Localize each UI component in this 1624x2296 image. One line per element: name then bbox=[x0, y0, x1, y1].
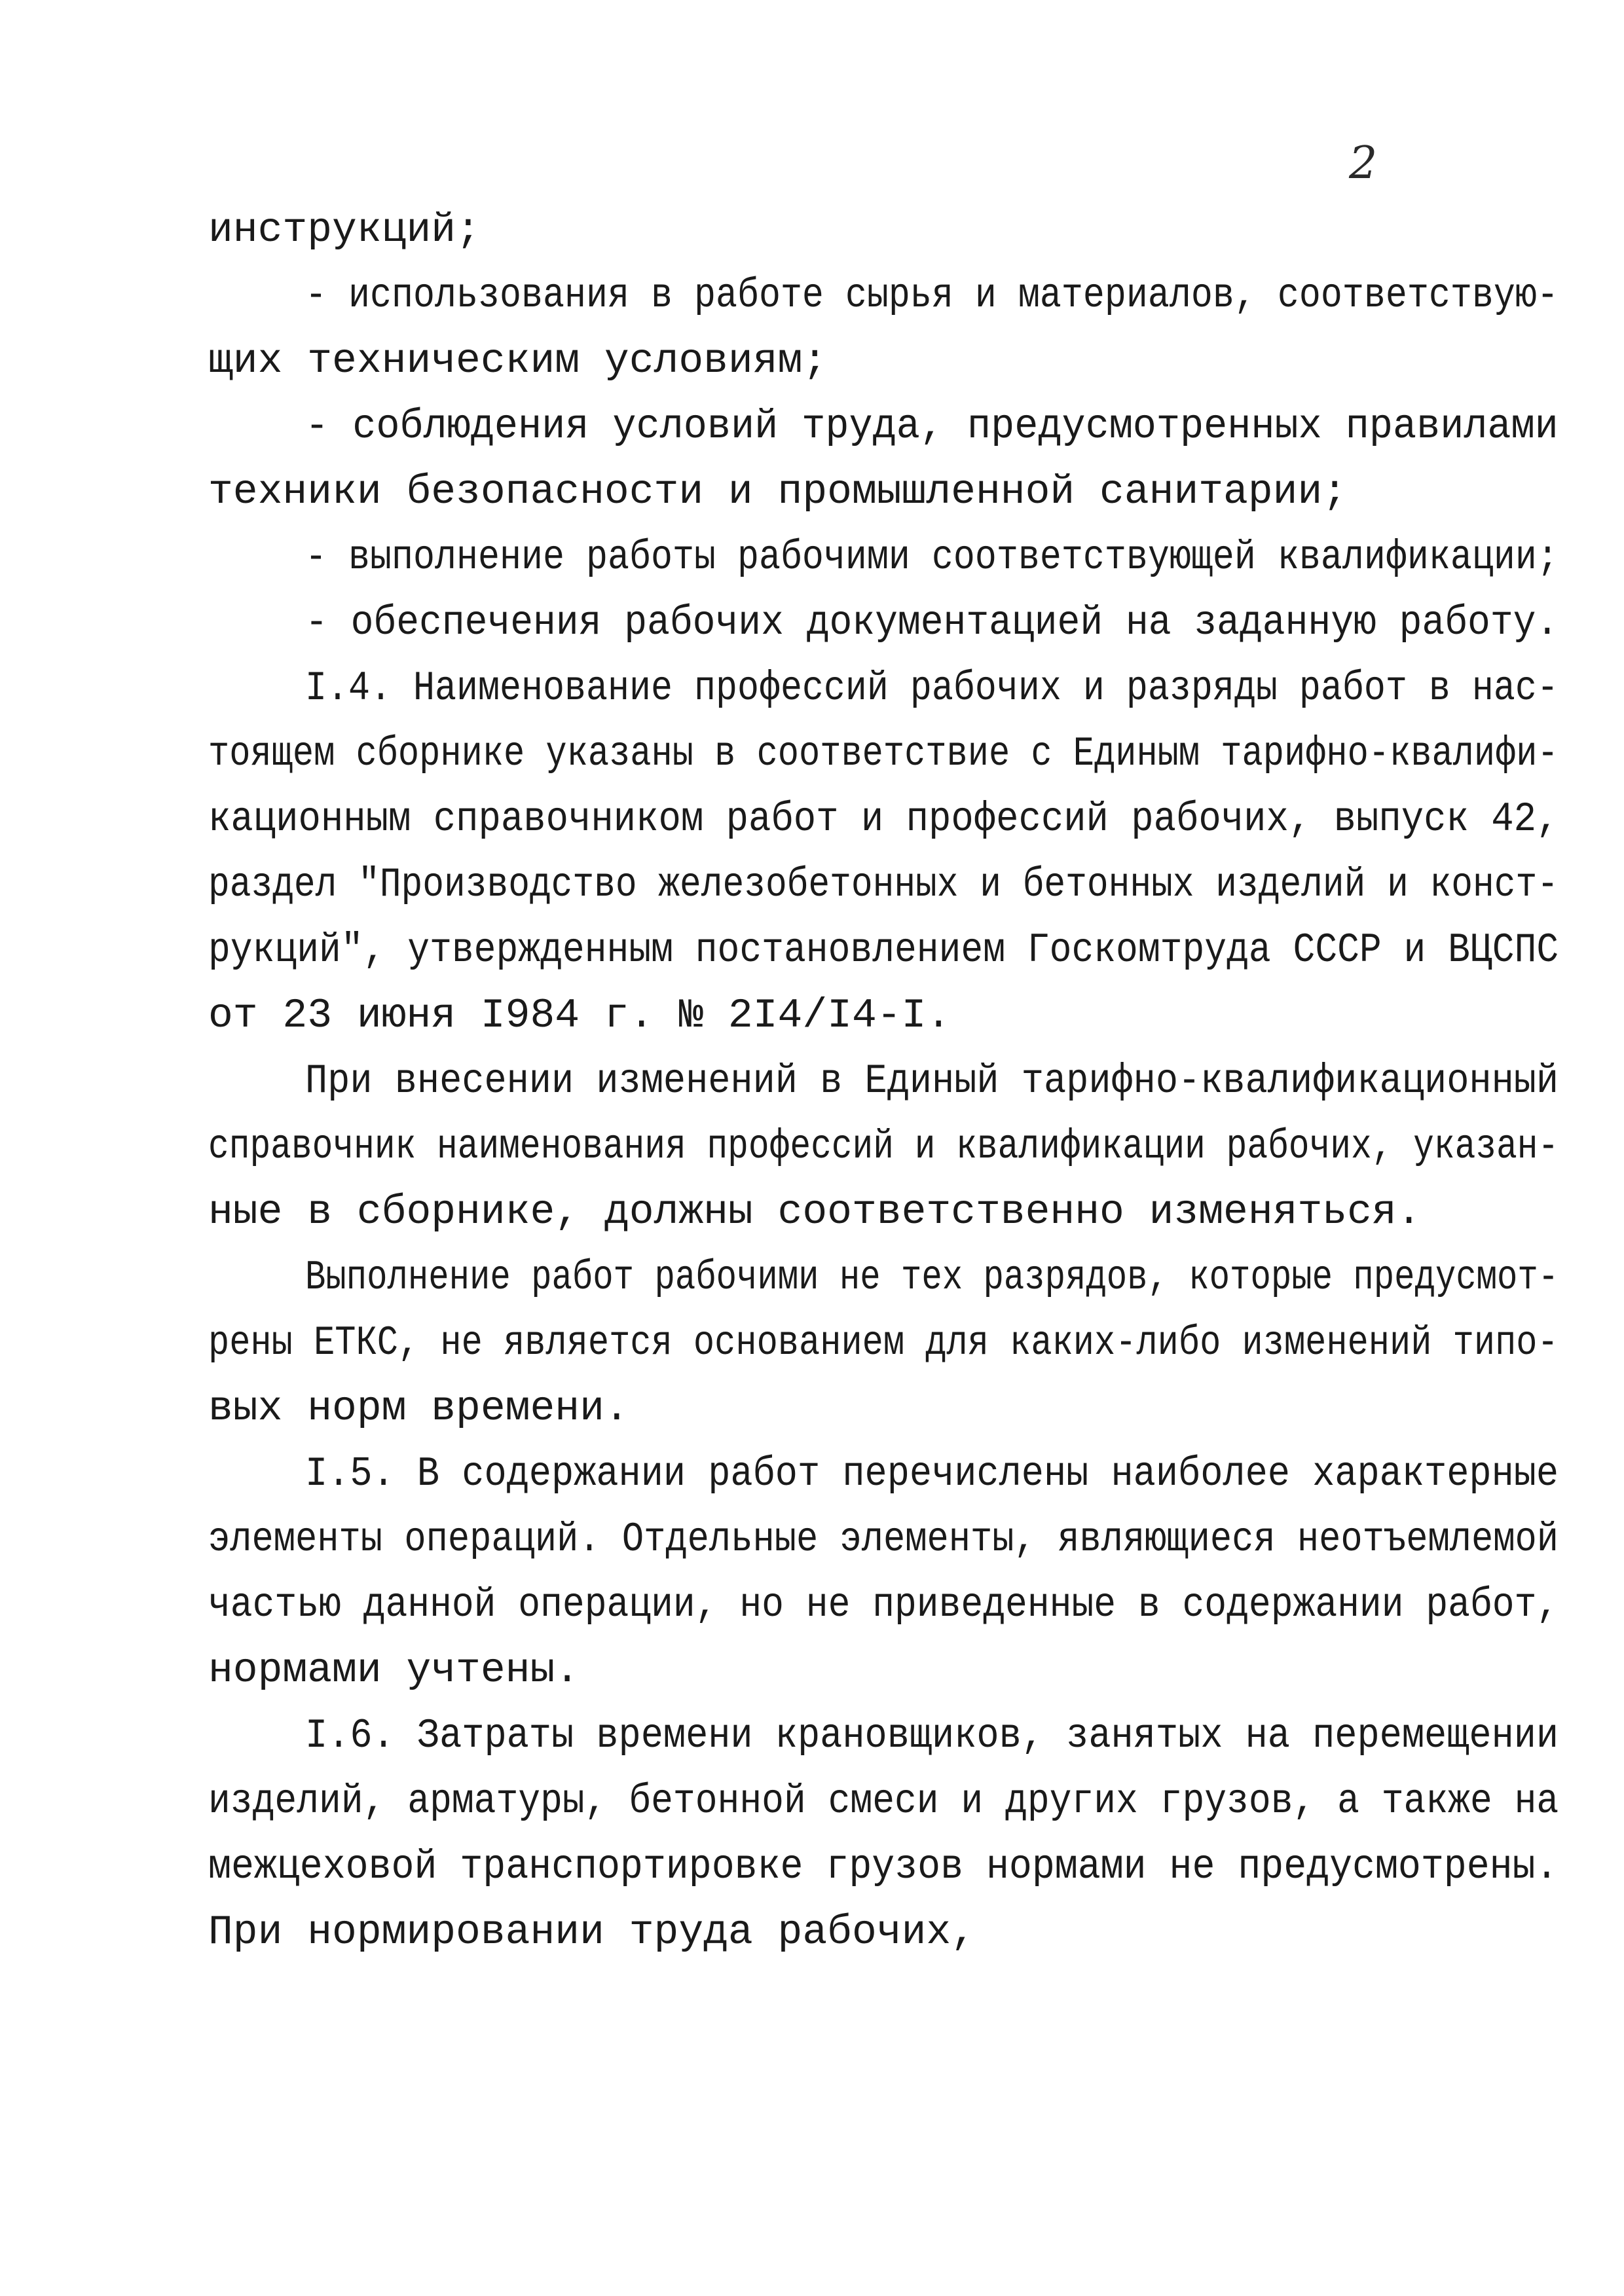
text-line: элементы операций. Отдельные элементы, являющиеся неотъемлемой bbox=[208, 1516, 1559, 1563]
text-line: При внесении изменений в Единый тарифно-квалификационный bbox=[305, 1058, 1559, 1104]
text-line: ные в сборнике, должны соответственно изменяться. bbox=[208, 1189, 1422, 1235]
text-line: рукций", утвержденным постановлением Госкомтруда СССР и ВЦСПС bbox=[208, 927, 1559, 974]
text-line: рены ЕТКС, не является основанием для каких-либо изменений типо- bbox=[208, 1320, 1559, 1366]
text-line: справочник наименования профессий и квалификации рабочих, указан- bbox=[208, 1123, 1559, 1170]
text-line: - обеспечения рабочих документацией на заданную работу. bbox=[305, 600, 1559, 646]
text-line: I.5. В содержании работ перечислены наиболее характерные bbox=[305, 1451, 1559, 1497]
text-line: межцеховой транспортировке грузов нормами не предусмотрены. bbox=[208, 1844, 1559, 1890]
text-line: При нормировании труда рабочих, bbox=[208, 1909, 976, 1956]
text-line: изделий, арматуры, бетонной смеси и других грузов, а также на bbox=[208, 1778, 1559, 1825]
text-line: вых норм времени. bbox=[208, 1385, 629, 1432]
text-line: тоящем сборнике указаны в соответствие с Единым тарифно-квалифи- bbox=[208, 731, 1559, 777]
text-line: от 23 июня I984 г. № 2I4/I4-I. bbox=[208, 993, 951, 1039]
text-line: - использования в работе сырья и материалов, соответствую- bbox=[305, 272, 1559, 319]
text-line: частью данной операции, но не приведенные в содержании работ, bbox=[208, 1582, 1559, 1628]
text-line: раздел "Производство железобетонных и бетонных изделий и конст- bbox=[208, 862, 1559, 908]
text-line: I.4. Наименование профессий рабочих и разряды работ в нас- bbox=[305, 665, 1559, 712]
text-line: щих техническим условиям; bbox=[208, 338, 828, 384]
text-line: Выполнение работ рабочими не тех разрядов, которые предусмот- bbox=[305, 1254, 1559, 1301]
text-line: - выполнение работы рабочими соответствующей квалификации; bbox=[305, 534, 1559, 581]
text-line: нормами учтены. bbox=[208, 1647, 580, 1694]
text-line: I.6. Затраты времени крановщиков, занятых на перемещении bbox=[305, 1713, 1559, 1759]
text-line: кационным справочником работ и профессий рабочих, выпуск 42, bbox=[208, 796, 1559, 843]
text-line: техники безопасности и промышленной санитарии; bbox=[208, 469, 1348, 515]
text-line: инструкций; bbox=[208, 207, 481, 253]
text-line: - соблюдения условий труда, предусмотренных правилами bbox=[305, 403, 1559, 450]
page-number: 2 bbox=[1349, 137, 1378, 189]
